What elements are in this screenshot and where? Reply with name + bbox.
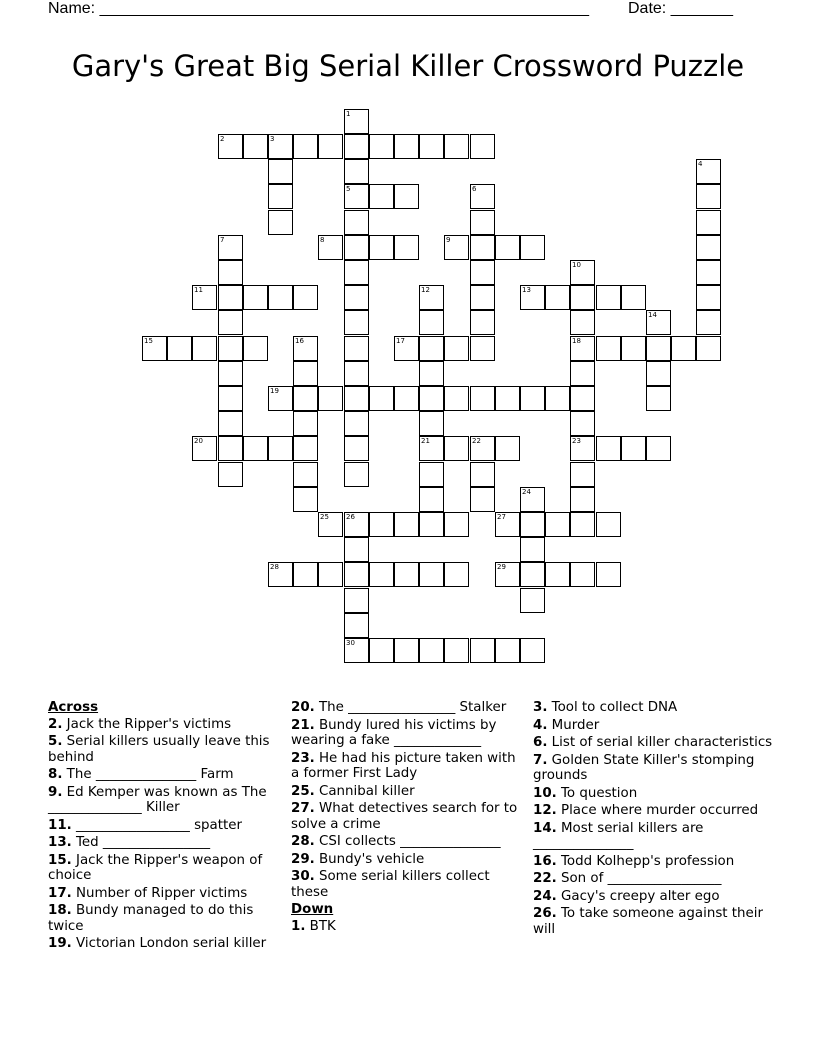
grid-cell[interactable] [570,361,595,386]
grid-cell[interactable] [444,562,469,587]
grid-cell[interactable] [495,436,520,461]
clue-item-text: Some serial killers collect these [291,869,490,900]
grid-cell[interactable] [419,134,444,159]
clue-number: 13 [522,286,531,294]
grid-cell[interactable] [671,336,696,361]
grid-cell[interactable] [394,235,419,260]
clue-item [291,852,523,868]
clue-item [48,767,280,783]
grid-cell[interactable] [444,512,469,537]
grid-cell[interactable] [243,336,268,361]
grid-cell[interactable] [293,436,318,461]
clue-item-text: The ________________ Stalker [314,700,507,715]
grid-cell[interactable] [369,386,394,411]
clue-item-text: Jack the Ripper's victims [62,716,232,732]
clue-item-text: Ed Kemper was known as The ______________ Killer [48,784,267,815]
grid-cell[interactable] [570,562,595,587]
grid-cell[interactable] [167,336,192,361]
grid-cell[interactable] [318,134,343,159]
clue-number: 17 [396,337,405,345]
grid-cell[interactable] [218,411,243,436]
puzzle-title: Gary's Great Big Serial Killer Crossword Puzzle [71,49,745,83]
grid-cell[interactable] [394,134,419,159]
grid-cell[interactable] [470,184,495,209]
grid-cell[interactable] [344,613,369,638]
grid-cell[interactable] [520,588,545,613]
grid-cell[interactable] [344,134,369,159]
clue-number: 6 [472,185,477,193]
grid-cell[interactable] [218,436,243,461]
grid-cell[interactable] [570,310,595,335]
grid-cell[interactable] [394,336,419,361]
grid-cell[interactable] [369,134,394,159]
clue-item-number: 12. [533,803,557,818]
grid-cell[interactable] [470,487,495,512]
grid-cell[interactable] [520,562,545,587]
clue-item-text: Bundy lured his victims by wearing a fake _____________ [291,717,497,748]
clue-item [291,700,523,716]
grid-cell[interactable] [344,638,369,663]
clue-item-text: Ted ________________ [71,835,211,850]
clue-number: 18 [572,337,581,345]
grid-cell[interactable] [344,386,369,411]
grid-cell[interactable] [218,134,243,159]
clue-item-number: 17. [48,885,72,901]
grid-cell[interactable] [570,285,595,310]
grid-cell[interactable] [495,562,520,587]
grid-cell[interactable] [394,562,419,587]
grid-cell[interactable] [344,537,369,562]
grid-cell[interactable] [470,285,495,310]
grid-cell[interactable] [545,562,570,587]
clues-column-3 [533,700,773,939]
grid-cell[interactable] [369,184,394,209]
grid-cell[interactable] [192,336,217,361]
clue-item-number: 14. [533,820,557,836]
grid-cell[interactable] [394,386,419,411]
grid-cell[interactable] [646,436,671,461]
grid-cell[interactable] [470,134,495,159]
grid-cell[interactable] [293,336,318,361]
grid-cell[interactable] [268,184,293,209]
grid-cell[interactable] [293,411,318,436]
grid-cell[interactable] [520,487,545,512]
clue-item-number: 10. [533,785,557,801]
clue-item [48,717,280,733]
clue-item-number: 16. [533,853,557,869]
clue-item-number: 4. [533,717,548,733]
grid-cell[interactable] [596,562,621,587]
grid-cell[interactable] [545,285,570,310]
grid-cell[interactable] [318,512,343,537]
clue-item-number: 1. [291,918,306,934]
grid-cell[interactable] [394,184,419,209]
grid-cell[interactable] [419,285,444,310]
clue-item-number: 25. [291,783,315,799]
grid-cell[interactable] [696,184,721,209]
clue-item-number: 13. [48,835,72,850]
grid-cell[interactable] [218,310,243,335]
clue-number: 20 [194,437,203,445]
clue-item [533,854,773,870]
grid-cell[interactable] [419,310,444,335]
grid-cell[interactable] [570,462,595,487]
grid-cell[interactable] [218,260,243,285]
grid-cell[interactable] [218,386,243,411]
clue-item-number: 18. [48,903,72,918]
grid-cell[interactable] [444,386,469,411]
clue-item-number: 9. [48,784,63,800]
grid-cell[interactable] [570,260,595,285]
grid-cell[interactable] [369,562,394,587]
clue-item-text: Number of Ripper victims [71,885,248,901]
grid-cell[interactable] [419,411,444,436]
grid-cell[interactable] [470,462,495,487]
grid-cell[interactable] [621,436,646,461]
clue-item-text: The _______________ Farm [62,767,234,782]
grid-cell[interactable] [419,638,444,663]
clue-item-number: 15. [48,852,72,868]
grid-cell[interactable] [344,588,369,613]
clue-number: 14 [648,311,657,319]
name-line[interactable]: Name: _______________________________________________________ [48,0,589,17]
clue-number: 21 [421,437,430,445]
clue-item [533,735,773,751]
grid-cell[interactable] [218,361,243,386]
grid-cell[interactable] [394,638,419,663]
clue-item-number: 3. [533,700,548,715]
grid-cell[interactable] [696,159,721,184]
grid-cell[interactable] [369,638,394,663]
clue-number: 24 [522,488,531,496]
clue-item [533,906,773,937]
clue-item [291,869,523,900]
clue-item-text: Gacy's creepy alter ego [556,888,720,904]
clue-item-number: 23. [291,750,315,766]
grid-cell[interactable] [318,235,343,260]
grid-cell[interactable] [470,210,495,235]
clue-item-text: To take someone against their will [533,906,763,937]
clue-item-text: Most serial killers are _______________ [533,820,704,851]
clue-number: 4 [698,160,703,168]
clue-item-text: Golden State Killer's stomping grounds [533,752,755,783]
grid-cell[interactable] [192,436,217,461]
clue-number: 29 [497,563,506,571]
grid-cell[interactable] [344,235,369,260]
clue-item [48,853,280,884]
clue-item-text: Victorian London serial killer [71,936,267,951]
grid-cell[interactable] [344,562,369,587]
grid-cell[interactable] [293,134,318,159]
clue-number: 26 [346,513,355,521]
grid-cell[interactable] [621,336,646,361]
grid-cell[interactable] [570,411,595,436]
grid-cell[interactable] [596,285,621,310]
clue-number: 30 [346,639,355,647]
clue-item [291,801,523,832]
clue-item-text: Jack the Ripper's weapon of choice [48,852,263,883]
clues-column-1 [48,700,280,954]
clue-item-number: 30. [291,869,315,884]
clue-item-number: 28. [291,834,315,849]
grid-cell[interactable] [545,512,570,537]
clue-number: 10 [572,261,581,269]
grid-cell[interactable] [570,487,595,512]
clue-item-text: Cannibal killer [314,783,415,799]
clue-item-number: 19. [48,936,72,951]
clue-item-number: 24. [533,888,557,904]
grid-cell[interactable] [520,386,545,411]
grid-cell[interactable] [570,336,595,361]
grid-cell[interactable] [344,310,369,335]
grid-cell[interactable] [419,512,444,537]
clue-item [48,835,280,851]
grid-cell[interactable] [268,562,293,587]
grid-cell[interactable] [293,487,318,512]
grid-cell[interactable] [293,386,318,411]
clue-item-text: Bundy's vehicle [314,851,425,867]
clue-item-text: BTK [305,918,336,934]
grid-cell[interactable] [268,386,293,411]
clue-item-number: 22. [533,871,557,886]
clue-item-number: 6. [533,735,548,750]
grid-cell[interactable] [646,336,671,361]
grid-cell[interactable] [344,512,369,537]
grid-cell[interactable] [344,109,369,134]
date-line[interactable]: Date: _______ [628,0,733,17]
grid-cell[interactable] [495,638,520,663]
clue-item [533,803,773,819]
grid-cell[interactable] [470,386,495,411]
clue-number: 15 [144,337,153,345]
clue-item-text: To question [556,785,638,801]
grid-cell[interactable] [293,562,318,587]
grid-cell[interactable] [495,386,520,411]
clue-item [291,834,523,850]
grid-cell[interactable] [344,285,369,310]
clue-item-text: List of serial killer characteristics [547,735,773,750]
grid-cell[interactable] [419,386,444,411]
clue-number: 28 [270,563,279,571]
grid-cell[interactable] [344,462,369,487]
clue-item-number: 5. [48,734,63,749]
clue-number: 7 [220,236,225,244]
grid-cell[interactable] [570,386,595,411]
clue-number: 22 [472,437,481,445]
grid-cell[interactable] [520,235,545,260]
grid-cell[interactable] [696,336,721,361]
clue-item-text: Todd Kolhepp's profession [556,853,735,869]
grid-cell[interactable] [318,386,343,411]
grid-cell[interactable] [218,336,243,361]
grid-cell[interactable] [470,310,495,335]
grid-cell[interactable] [596,336,621,361]
clue-item-text: CSI collects _______________ [314,834,501,849]
grid-cell[interactable] [470,260,495,285]
grid-cell[interactable] [243,285,268,310]
grid-cell[interactable] [293,462,318,487]
grid-cell[interactable] [570,512,595,537]
grid-cell[interactable] [520,512,545,537]
grid-cell[interactable] [696,285,721,310]
grid-cell[interactable] [344,184,369,209]
grid-cell[interactable] [495,235,520,260]
clue-number: 9 [446,236,451,244]
grid-cell[interactable] [495,512,520,537]
clue-item [533,889,773,905]
grid-cell[interactable] [444,436,469,461]
grid-cell[interactable] [344,210,369,235]
grid-cell[interactable] [419,462,444,487]
clue-number: 2 [220,135,225,143]
grid-cell[interactable] [444,638,469,663]
grid-cell[interactable] [218,285,243,310]
grid-cell[interactable] [344,336,369,361]
grid-cell[interactable] [470,235,495,260]
grid-cell[interactable] [646,361,671,386]
grid-cell[interactable] [696,310,721,335]
clues-column-2 [291,700,523,936]
clue-item-text: Tool to collect DNA [547,700,678,715]
grid-cell[interactable] [218,462,243,487]
clue-item-text: He had his picture taken with a former First Lady [291,750,516,781]
clue-number: 3 [270,135,275,143]
grid-cell[interactable] [520,537,545,562]
clue-item-number: 8. [48,767,63,782]
clue-item-number: 27. [291,801,315,816]
grid-cell[interactable] [444,336,469,361]
clue-item-text: Son of _________________ [556,871,722,886]
grid-cell[interactable] [545,386,570,411]
clue-item-text: Bundy managed to do this twice [48,903,254,934]
grid-cell[interactable] [444,235,469,260]
clue-item [533,786,773,802]
grid-cell[interactable] [344,361,369,386]
clue-item-number: 21. [291,717,315,733]
clue-item [291,919,523,935]
clue-number: 23 [572,437,581,445]
grid-cell[interactable] [419,487,444,512]
grid-cell[interactable] [596,512,621,537]
clue-item [48,818,280,834]
clue-number: 1 [346,110,351,118]
grid-cell[interactable] [520,285,545,310]
clue-number: 5 [346,185,351,193]
clue-number: 16 [295,337,304,345]
clue-item [533,700,773,716]
grid-cell[interactable] [696,210,721,235]
grid-cell[interactable] [344,260,369,285]
clue-item-text: Place where murder occurred [556,803,759,818]
clue-item [533,718,773,734]
clue-item [48,903,280,934]
grid-cell[interactable] [696,235,721,260]
clue-item-text: Murder [547,717,600,733]
clue-number: 27 [497,513,506,521]
grid-cell[interactable] [268,436,293,461]
clue-item-text: Serial killers usually leave this behind [48,734,270,765]
clue-item-number: 26. [533,906,557,921]
grid-cell[interactable] [243,134,268,159]
grid-cell[interactable] [268,134,293,159]
grid-cell[interactable] [646,310,671,335]
grid-cell[interactable] [470,336,495,361]
section-heading: Across [48,700,99,715]
clue-number: 25 [320,513,329,521]
grid-cell[interactable] [444,134,469,159]
clue-number: 19 [270,387,279,395]
grid-cell[interactable] [243,436,268,461]
section-heading: Down [291,902,334,917]
grid-cell[interactable] [419,361,444,386]
clue-item [48,734,280,765]
clue-number: 11 [194,286,203,294]
grid-cell[interactable] [142,336,167,361]
grid-cell[interactable] [344,159,369,184]
clue-item-text: _________________ spatter [71,817,242,833]
grid-cell[interactable] [293,285,318,310]
grid-cell[interactable] [646,386,671,411]
clue-item [533,821,773,852]
grid-cell[interactable] [621,285,646,310]
clue-item-number: 7. [533,752,548,768]
grid-cell[interactable] [268,210,293,235]
grid-cell[interactable] [344,436,369,461]
grid-cell[interactable] [268,285,293,310]
grid-cell[interactable] [318,562,343,587]
clue-item [48,785,280,816]
grid-cell[interactable] [344,411,369,436]
clue-item [533,753,773,784]
grid-cell[interactable] [369,235,394,260]
grid-cell[interactable] [268,159,293,184]
grid-cell[interactable] [570,436,595,461]
grid-cell[interactable] [192,285,217,310]
grid-cell[interactable] [470,638,495,663]
grid-cell[interactable] [218,235,243,260]
grid-cell[interactable] [470,436,495,461]
grid-cell[interactable] [520,638,545,663]
clue-number: 12 [421,286,430,294]
grid-cell[interactable] [394,512,419,537]
grid-cell[interactable] [596,436,621,461]
clue-item [291,718,523,749]
grid-cell[interactable] [369,512,394,537]
clue-item-text: What detectives search for to solve a crime [291,801,518,832]
grid-cell[interactable] [419,436,444,461]
clue-item [48,886,280,902]
clue-item [48,936,280,952]
clue-item [533,871,773,887]
clue-item-number: 29. [291,851,315,867]
clue-item-number: 11. [48,817,72,833]
clue-item [291,751,523,782]
grid-cell[interactable] [419,336,444,361]
grid-cell[interactable] [696,260,721,285]
clue-item-number: 20. [291,700,315,715]
clue-number: 8 [320,236,325,244]
clue-item [291,784,523,800]
grid-cell[interactable] [293,361,318,386]
grid-cell[interactable] [419,562,444,587]
clue-item-number: 2. [48,716,63,732]
